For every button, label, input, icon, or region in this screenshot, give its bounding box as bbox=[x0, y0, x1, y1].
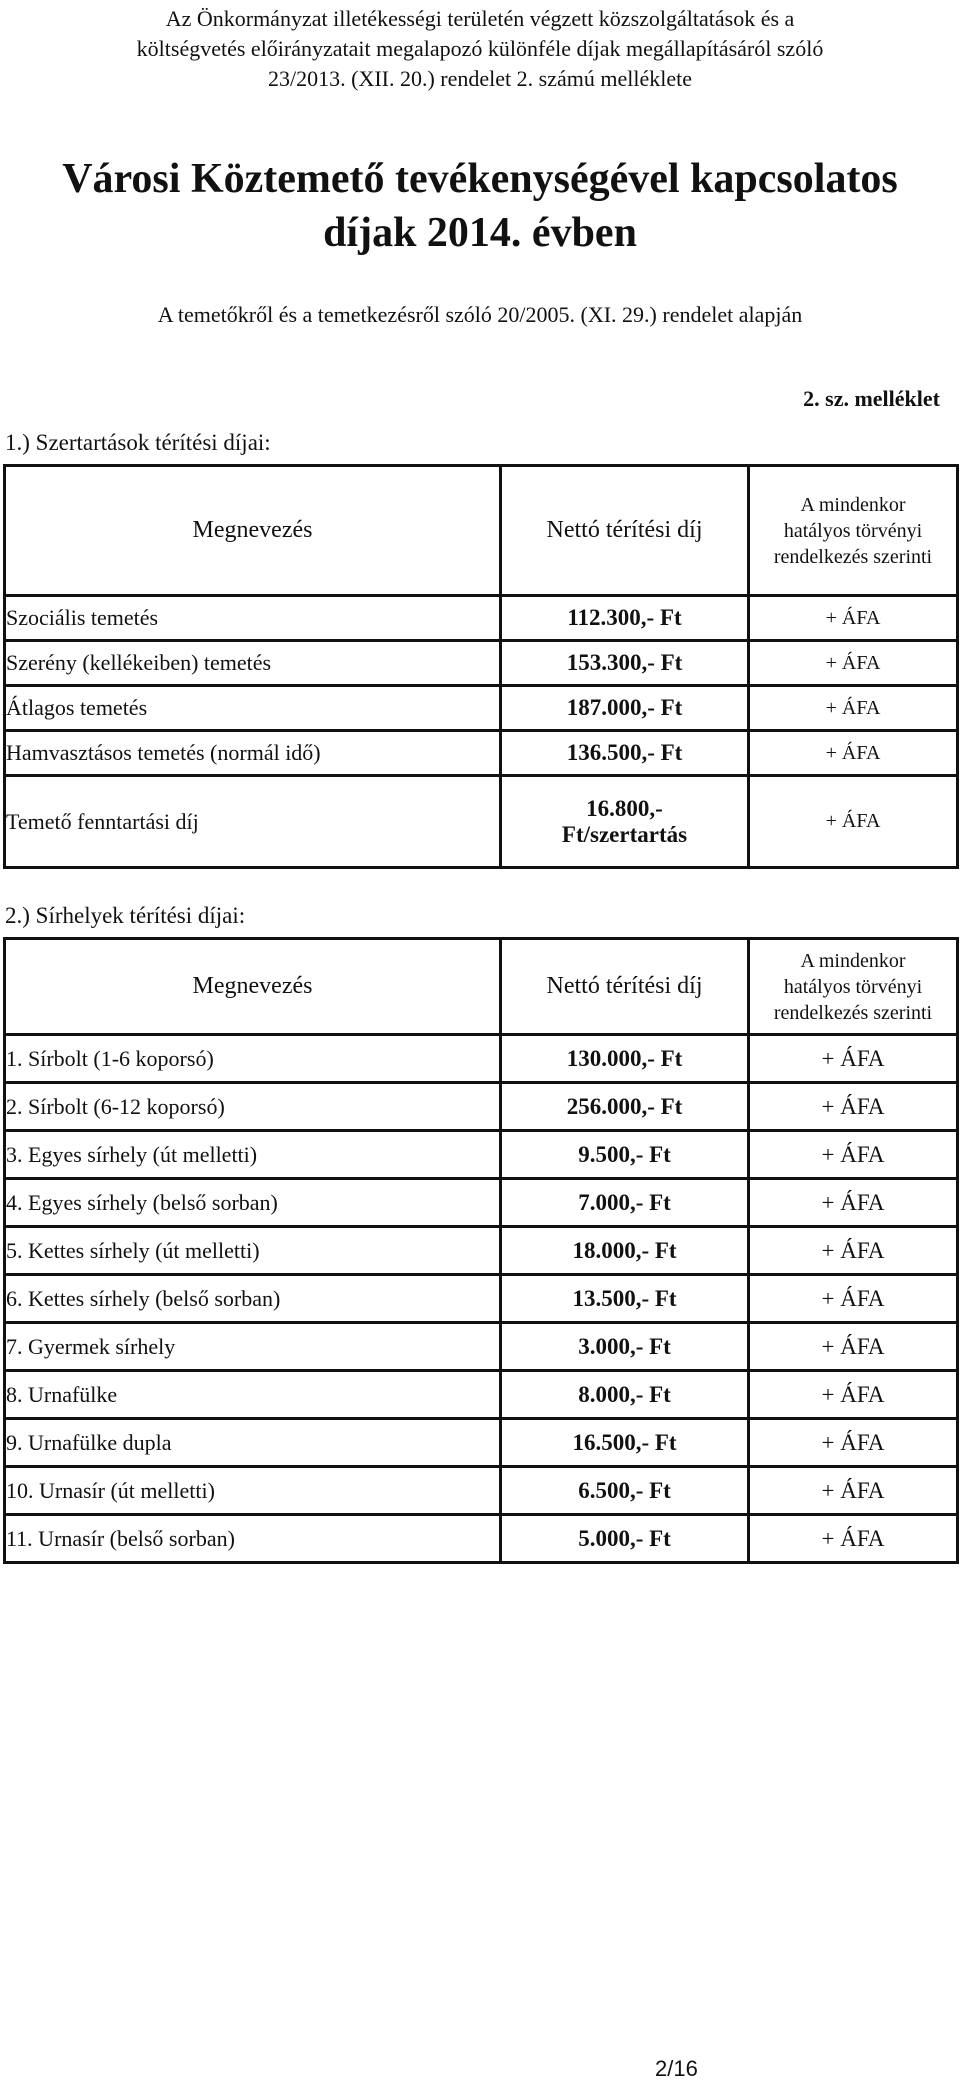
row-vat: + ÁFA bbox=[749, 1467, 958, 1515]
header-line-1: Az Önkormányzat illetékességi területén végzett közszolgáltatások és a bbox=[165, 6, 795, 31]
section-2-title: 2.) Sírhelyek térítési díjai: bbox=[5, 903, 246, 928]
table-row bbox=[5, 1083, 958, 1131]
row-name: 4. Egyes sírhely (belső sorban) bbox=[5, 1179, 501, 1227]
table-row bbox=[5, 1371, 958, 1419]
ceremony-fees-table bbox=[3, 464, 959, 869]
row-vat: + ÁFA bbox=[749, 1083, 958, 1131]
table-row bbox=[5, 1179, 958, 1227]
title-line-2: díjak 2014. évben bbox=[323, 210, 637, 256]
row-price: 16.800,- Ft/szertartás bbox=[501, 776, 749, 868]
title-line-1: Városi Köztemető tevékenységével kapcsolatos bbox=[62, 156, 898, 202]
row-name: Átlagos temetés bbox=[5, 686, 501, 731]
row-price: 3.000,- Ft bbox=[501, 1323, 749, 1371]
row-vat: + ÁFA bbox=[749, 1179, 958, 1227]
row-name: 3. Egyes sírhely (út melletti) bbox=[5, 1131, 501, 1179]
row-price: 9.500,- Ft bbox=[501, 1131, 749, 1179]
table-row bbox=[5, 1323, 958, 1371]
row-vat: + ÁFA bbox=[749, 686, 958, 731]
row-name: 8. Urnafülke bbox=[5, 1371, 501, 1419]
column-header-price: Nettó térítési díj bbox=[501, 939, 749, 1035]
column-header-vat-note: A mindenkor hatályos törvényi rendelkezés szerinti bbox=[749, 939, 958, 1035]
table-row bbox=[5, 731, 958, 776]
row-name: 1. Sírbolt (1-6 koporsó) bbox=[5, 1035, 501, 1083]
table-header-row bbox=[5, 939, 958, 1035]
row-price: 6.500,- Ft bbox=[501, 1467, 749, 1515]
row-vat: + ÁFA bbox=[749, 1515, 958, 1563]
table-row bbox=[5, 1227, 958, 1275]
row-vat: + ÁFA bbox=[749, 1323, 958, 1371]
row-price: 130.000,- Ft bbox=[501, 1035, 749, 1083]
header-line-2: költségvetés előirányzatait megalapozó különféle díjak megállapításáról szóló bbox=[136, 36, 824, 61]
row-vat: + ÁFA bbox=[749, 596, 958, 641]
document-header bbox=[40, 4, 920, 94]
column-header-vat-note: A mindenkor hatályos törvényi rendelkezés szerinti bbox=[749, 466, 958, 596]
column-header-name: Megnevezés bbox=[5, 939, 501, 1035]
row-name: Szerény (kellékeiben) temetés bbox=[5, 641, 501, 686]
page-subtitle: A temetőkről és a temetkezésről szóló 20/2005. (XI. 29.) rendelet alapján bbox=[157, 302, 803, 327]
page-title bbox=[20, 152, 940, 260]
annex-reference: 2. sz. melléklet bbox=[803, 386, 940, 411]
row-vat: + ÁFA bbox=[749, 641, 958, 686]
row-name: 5. Kettes sírhely (út melletti) bbox=[5, 1227, 501, 1275]
row-price: 13.500,- Ft bbox=[501, 1275, 749, 1323]
row-vat: + ÁFA bbox=[749, 1131, 958, 1179]
table-row bbox=[5, 1467, 958, 1515]
page-number: 2/16 bbox=[655, 2056, 698, 2081]
row-price: 18.000,- Ft bbox=[501, 1227, 749, 1275]
row-price: 136.500,- Ft bbox=[501, 731, 749, 776]
row-name: Hamvasztásos temetés (normál idő) bbox=[5, 731, 501, 776]
table-row bbox=[5, 1419, 958, 1467]
row-vat: + ÁFA bbox=[749, 1419, 958, 1467]
row-price: 7.000,- Ft bbox=[501, 1179, 749, 1227]
row-vat: + ÁFA bbox=[749, 731, 958, 776]
row-name: Szociális temetés bbox=[5, 596, 501, 641]
row-price: 112.300,- Ft bbox=[501, 596, 749, 641]
row-vat: + ÁFA bbox=[749, 1227, 958, 1275]
row-price: 153.300,- Ft bbox=[501, 641, 749, 686]
table-row bbox=[5, 776, 958, 868]
row-name: 7. Gyermek sírhely bbox=[5, 1323, 501, 1371]
table-row bbox=[5, 1035, 958, 1083]
row-name: 2. Sírbolt (6-12 koporsó) bbox=[5, 1083, 501, 1131]
table-row bbox=[5, 1275, 958, 1323]
row-price: 8.000,- Ft bbox=[501, 1371, 749, 1419]
row-name: 6. Kettes sírhely (belső sorban) bbox=[5, 1275, 501, 1323]
table-row bbox=[5, 596, 958, 641]
table-row bbox=[5, 686, 958, 731]
row-vat: + ÁFA bbox=[749, 1371, 958, 1419]
row-name: 11. Urnasír (belső sorban) bbox=[5, 1515, 501, 1563]
row-name: Temető fenntartási díj bbox=[5, 776, 501, 868]
row-price: 5.000,- Ft bbox=[501, 1515, 749, 1563]
row-vat: + ÁFA bbox=[749, 1275, 958, 1323]
row-price: 16.500,- Ft bbox=[501, 1419, 749, 1467]
table-row bbox=[5, 1515, 958, 1563]
header-line-3: 23/2013. (XII. 20.) rendelet 2. számú melléklete bbox=[268, 66, 692, 91]
table-header-row bbox=[5, 466, 958, 596]
column-header-price: Nettó térítési díj bbox=[501, 466, 749, 596]
row-name: 9. Urnafülke dupla bbox=[5, 1419, 501, 1467]
table-row bbox=[5, 1131, 958, 1179]
row-price: 187.000,- Ft bbox=[501, 686, 749, 731]
column-header-name: Megnevezés bbox=[5, 466, 501, 596]
section-1-title: 1.) Szertartások térítési díjai: bbox=[5, 430, 271, 455]
row-price: 256.000,- Ft bbox=[501, 1083, 749, 1131]
row-vat: + ÁFA bbox=[749, 776, 958, 868]
grave-fees-table bbox=[3, 937, 959, 1564]
table-row bbox=[5, 641, 958, 686]
row-vat: + ÁFA bbox=[749, 1035, 958, 1083]
row-name: 10. Urnasír (út melletti) bbox=[5, 1467, 501, 1515]
